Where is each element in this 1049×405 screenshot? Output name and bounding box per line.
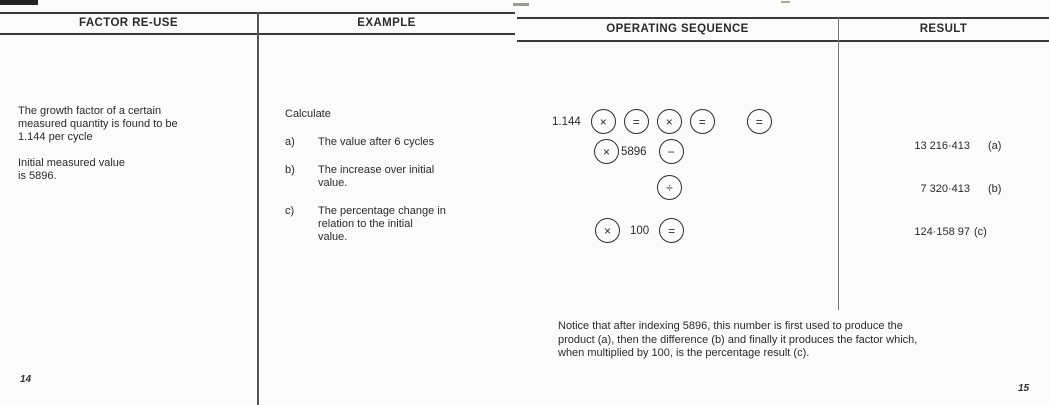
example-item-text	[318, 164, 434, 190]
left-column-divider	[257, 12, 259, 405]
example-item-line: The increase over initial	[318, 164, 435, 176]
factor-reuse-line: The growth factor of a certain	[18, 105, 162, 117]
example-item-a	[285, 136, 446, 149]
page-number-right: 15	[1018, 383, 1030, 394]
sequence-row-2	[594, 139, 684, 164]
key-minus: −	[659, 139, 684, 164]
notice-line: Notice that after indexing 5896, this number is first used to produce the	[558, 320, 903, 332]
result-value: 124·158 97	[914, 226, 970, 238]
factor-reuse-line: 1.144 per cycle	[18, 131, 93, 143]
example-text	[285, 108, 446, 244]
key-equals: =	[624, 109, 649, 134]
sequence-row-4	[595, 218, 684, 243]
result-row-b	[862, 183, 1001, 195]
operand-hundred: 100	[630, 224, 650, 237]
key-divide: ÷	[657, 175, 682, 200]
example-item-c	[285, 205, 446, 244]
sequence-row-3	[657, 175, 682, 200]
example-item-line: The percentage change in	[318, 205, 446, 217]
right-header-bottom-rule	[517, 40, 1049, 42]
operand-initial-value: 5896	[621, 145, 647, 158]
key-multiply: ×	[657, 109, 682, 134]
example-item-label: a)	[285, 136, 295, 148]
result-label: (c)	[974, 226, 987, 238]
example-item-line: value.	[318, 231, 348, 243]
factor-reuse-line: is 5896.	[18, 170, 57, 182]
result-label: (a)	[988, 140, 1002, 152]
header-operating-sequence: OPERATING SEQUENCE	[606, 23, 749, 35]
scan-artifact-top-left	[0, 0, 38, 5]
result-row-c	[862, 226, 987, 238]
example-item-line: value.	[318, 177, 348, 189]
result-row-a	[862, 140, 1001, 152]
example-item-text: The value after 6 cycles	[318, 136, 435, 148]
example-item-label: b)	[285, 164, 295, 176]
header-factor-reuse: FACTOR RE-USE	[79, 17, 178, 29]
example-item-text	[318, 205, 446, 244]
scan-artifact-right	[781, 1, 790, 3]
factor-reuse-line: Initial measured value	[18, 157, 126, 169]
result-value: 13 216·413	[914, 140, 970, 152]
example-item-line: relation to the initial	[318, 218, 413, 230]
scan-artifact-center	[513, 3, 529, 6]
key-equals: =	[747, 109, 772, 134]
example-intro: Calculate	[285, 108, 331, 120]
operand-factor: 1.144	[552, 115, 581, 128]
key-multiply: ×	[595, 218, 620, 243]
page-number-left: 14	[20, 374, 32, 385]
key-equals: =	[690, 109, 715, 134]
sequence-row-1	[552, 109, 780, 134]
factor-reuse-line: measured quantity is found to be	[18, 118, 178, 130]
example-item-b	[285, 164, 446, 190]
header-example: EXAMPLE	[357, 17, 416, 29]
result-value: 7 320·413	[920, 183, 970, 195]
key-equals: =	[659, 218, 684, 243]
notice-paragraph	[558, 320, 1028, 361]
factor-reuse-text	[18, 105, 178, 183]
notice-line: when multiplied by 100, is the percentage result (c).	[558, 347, 810, 359]
header-result: RESULT	[919, 23, 968, 35]
key-multiply: ×	[591, 109, 616, 134]
right-column-divider	[838, 17, 839, 310]
result-label: (b)	[988, 183, 1002, 195]
notice-line: product (a), then the difference (b) and finally it produces the factor which,	[558, 333, 918, 346]
example-item-label: c)	[285, 205, 295, 217]
key-multiply: ×	[594, 139, 619, 164]
